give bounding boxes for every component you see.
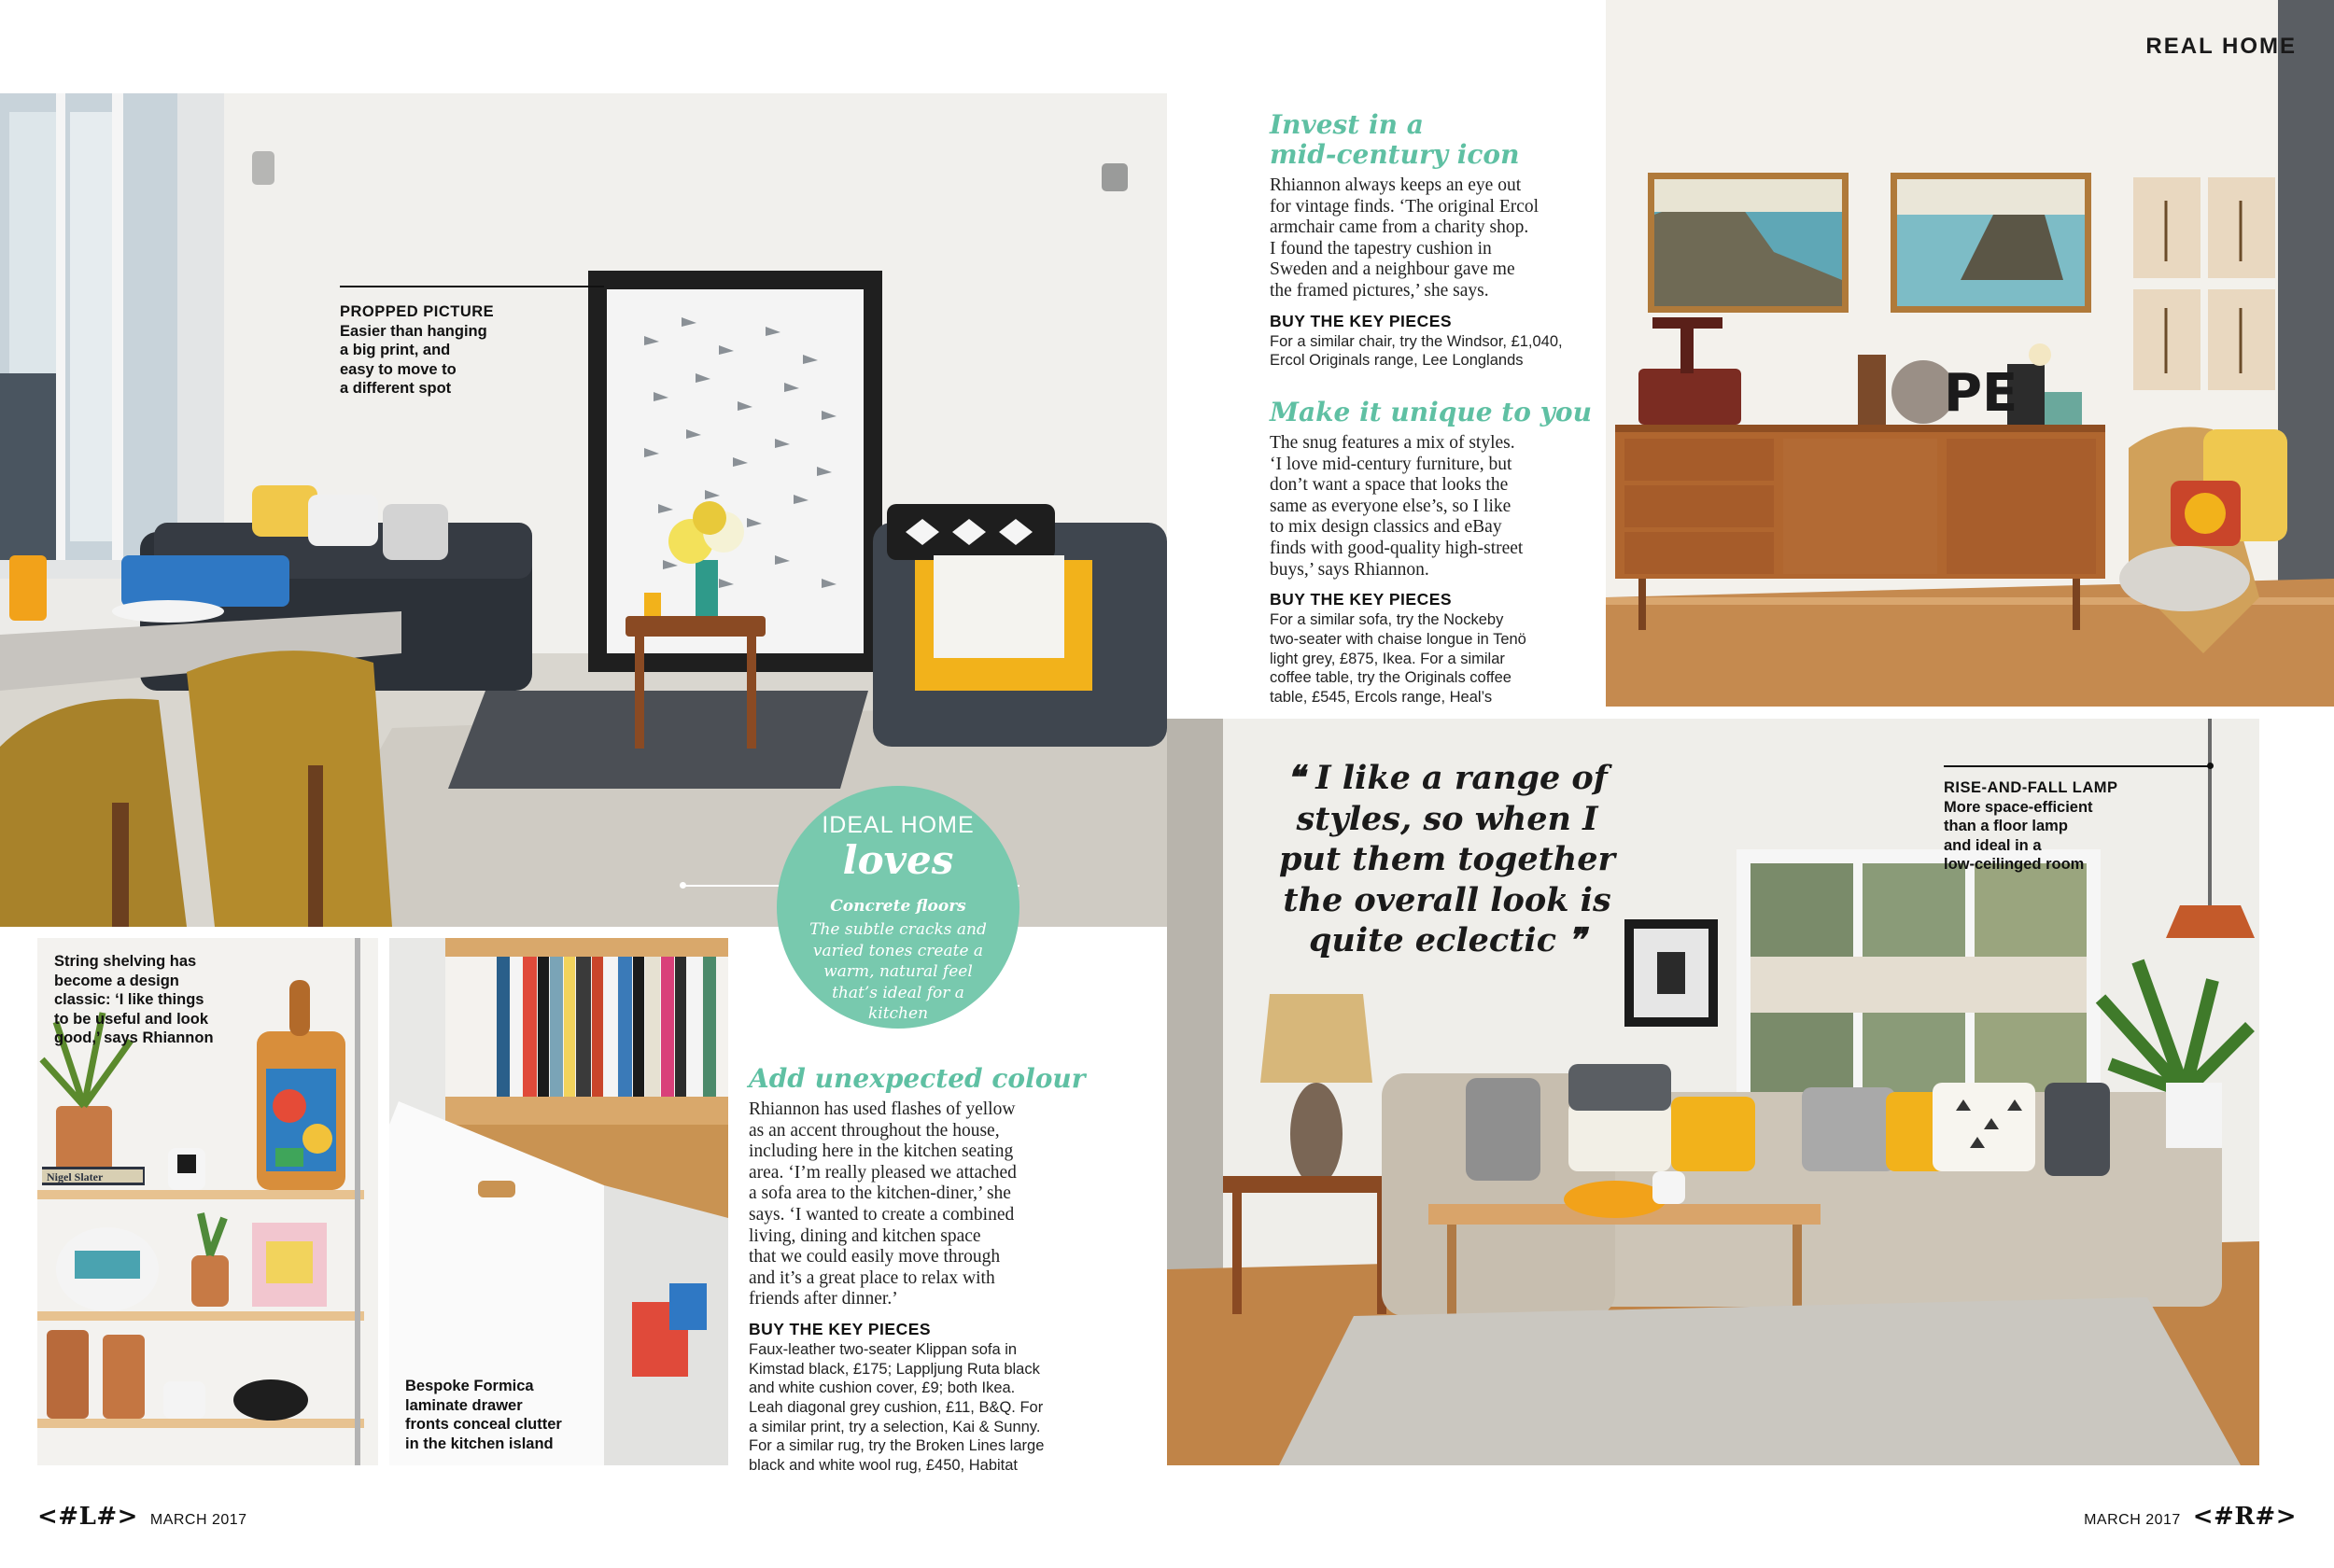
caption-line: become a design [54, 972, 179, 989]
body-line: living, dining and kitchen space [749, 1225, 981, 1246]
body-line: finds with good-quality high-street [1270, 538, 1524, 558]
key-pieces-body [1270, 610, 1596, 707]
left-issue-date: MARCH 2017 [149, 1512, 247, 1528]
key-pieces-body [749, 1340, 1094, 1476]
key-line: a similar print, try a selection, Kai & Sunny. [749, 1418, 1041, 1435]
ideal-home-loves-badge [777, 786, 1019, 1029]
caption-line: Bespoke Formica [405, 1378, 534, 1394]
body-line: for vintage finds. ‘The original Ercol [1270, 196, 1540, 217]
caption-line: and ideal in a [1944, 836, 2042, 854]
badge-pointer-dot [680, 882, 686, 889]
caption-bespoke-drawer [405, 1377, 562, 1453]
quote-line: ❝ I like a range of [1287, 759, 1608, 797]
body-line: Rhiannon always keeps an eye out [1270, 175, 1522, 195]
caption-propped-picture [340, 302, 494, 399]
key-line: For a similar chair, try the Windsor, £1,040, [1270, 332, 1563, 350]
key-line: Kimstad black, £175; Lappljung Ruta black [749, 1360, 1040, 1378]
body-line: as an accent throughout the house, [749, 1120, 1000, 1141]
body-line: ‘I love mid-century furniture, but [1270, 454, 1512, 474]
caption-line: a big print, and [340, 342, 451, 358]
key-pieces-title: BUY THE KEY PIECES [1270, 590, 1453, 609]
article-unique [1270, 398, 1596, 707]
body-line: armchair came from a charity shop. [1270, 217, 1529, 238]
right-page-marker: <#R#> [2192, 1503, 2297, 1531]
article-heading [1270, 110, 1596, 170]
heading-line: Add unexpected colour [749, 1063, 1086, 1094]
article-heading [749, 1064, 1094, 1094]
badge-line1: IDEAL HOME [822, 812, 975, 838]
key-line: light grey, £875, Ikea. For a similar [1270, 650, 1505, 667]
quote-line: put them together [1279, 840, 1615, 878]
body-line: the framed pictures,’ she says. [1270, 280, 1489, 301]
book-spine-text: Nigel Slater [47, 1170, 104, 1183]
caption-line: good,’ says Rhiannon [54, 1029, 214, 1046]
body-line: says. ‘I wanted to create a combined [749, 1204, 1015, 1225]
lamp-caption-line [1944, 765, 2210, 767]
caption-line: to be useful and look [54, 1010, 209, 1028]
quote-line: styles, so when I [1296, 799, 1598, 838]
body-line: buys,’ says Rhiannon. [1270, 559, 1429, 580]
caption-line: String shelving has [54, 953, 197, 970]
body-line: Rhiannon has used flashes of yellow [749, 1099, 1016, 1119]
left-page-marker: <#L#> [37, 1503, 138, 1531]
badge-body: The subtle cracks and varied tones create a warm, natural feel that’s ideal for a kitchen [809, 920, 987, 1023]
article-invest [1270, 110, 1596, 371]
caption-line: easy to move to [340, 360, 457, 378]
caption-line: fronts conceal clutter [405, 1416, 562, 1433]
caption-line: a different spot [340, 380, 452, 397]
key-line: Ercol Originals range, Lee Longlands [1270, 352, 1524, 370]
photo-sideboard [1606, 0, 2334, 707]
body-line: a sofa area to the kitchen-diner,’ she [749, 1183, 1011, 1204]
caption-line: Easier than hanging [340, 322, 487, 340]
quote-line: quite eclectic ❞ [1308, 921, 1586, 959]
article-body [1270, 175, 1596, 302]
caption-line: than a floor lamp [1944, 818, 2068, 834]
heading-line: mid-century icon [1270, 139, 1520, 170]
article-body [749, 1099, 1094, 1310]
caption-line: classic: ‘I like things [54, 991, 204, 1008]
body-line: don’t want a space that looks the [1270, 475, 1509, 496]
article-body [1270, 433, 1596, 581]
key-line: Leah diagonal grey cushion, £11, B&Q. For [749, 1399, 1044, 1417]
key-line: two-seater with chaise longue in Tenö [1270, 630, 1526, 648]
body-line: including here in the kitchen seating [749, 1141, 1014, 1162]
footer-left [37, 1503, 247, 1531]
caption-rise-and-fall-lamp [1944, 778, 2118, 875]
right-issue-date: MARCH 2017 [2084, 1512, 2181, 1528]
key-line: black and white wool rug, £450, Habitat [749, 1457, 1019, 1475]
article-heading [1270, 398, 1596, 427]
badge-line2: loves [842, 837, 954, 883]
key-line: coffee table, try the Originals coffee [1270, 669, 1511, 687]
caption-line: in the kitchen island [405, 1435, 554, 1452]
caption-line: laminate drawer [405, 1396, 523, 1414]
key-line: Faux-leather two-seater Klippan sofa in [749, 1340, 1018, 1358]
caption-title: PROPPED PICTURE [340, 303, 495, 320]
body-line: area. ‘I’m really pleased we attached [749, 1162, 1017, 1183]
key-pieces-title: BUY THE KEY PIECES [749, 1319, 932, 1338]
badge-subtitle: Concrete floors [830, 897, 966, 916]
footer-right [2084, 1503, 2297, 1531]
body-line: that we could easily move through [749, 1247, 1001, 1267]
body-line: and it’s a great place to relax with [749, 1267, 995, 1288]
section-label: REAL HOME [2145, 34, 2297, 59]
body-line: I found the tapestry cushion in [1270, 238, 1492, 259]
pull-quote [1270, 758, 1624, 961]
lamp-caption-dot [2207, 763, 2214, 769]
caption-title: RISE-AND-FALL LAMP [1944, 779, 2118, 796]
body-line: Sweden and a neighbour gave me [1270, 259, 1515, 280]
body-line: same as everyone else’s, so I like [1270, 496, 1511, 516]
propped-caption-line [340, 286, 604, 287]
heading-line: Invest in a [1270, 109, 1424, 140]
key-line: For a similar rug, try the Broken Lines large [749, 1437, 1045, 1455]
caption-line: More space-efficient [1944, 798, 2093, 816]
heading-line: Make it unique to you [1270, 397, 1592, 427]
quote-line: the overall look is [1283, 880, 1611, 919]
article-colour [749, 1064, 1094, 1476]
body-line: The snug features a mix of styles. [1270, 433, 1515, 453]
key-pieces-title: BUY THE KEY PIECES [1270, 311, 1453, 330]
key-line: For a similar sofa, try the Nockeby [1270, 611, 1504, 629]
body-line: friends after dinner.’ [749, 1289, 898, 1309]
photo-living-dining [0, 93, 1167, 927]
caption-line: low-ceilinged room [1944, 856, 2085, 873]
key-line: and white cushion cover, £9; both Ikea. [749, 1379, 1016, 1397]
body-line: to mix design classics and eBay [1270, 517, 1502, 538]
photo-letters-text: PE [1944, 363, 2018, 424]
caption-string-shelving [54, 952, 214, 1048]
key-line: table, £545, Ercols range, Heal’s [1270, 688, 1493, 706]
key-pieces-body [1270, 332, 1596, 371]
